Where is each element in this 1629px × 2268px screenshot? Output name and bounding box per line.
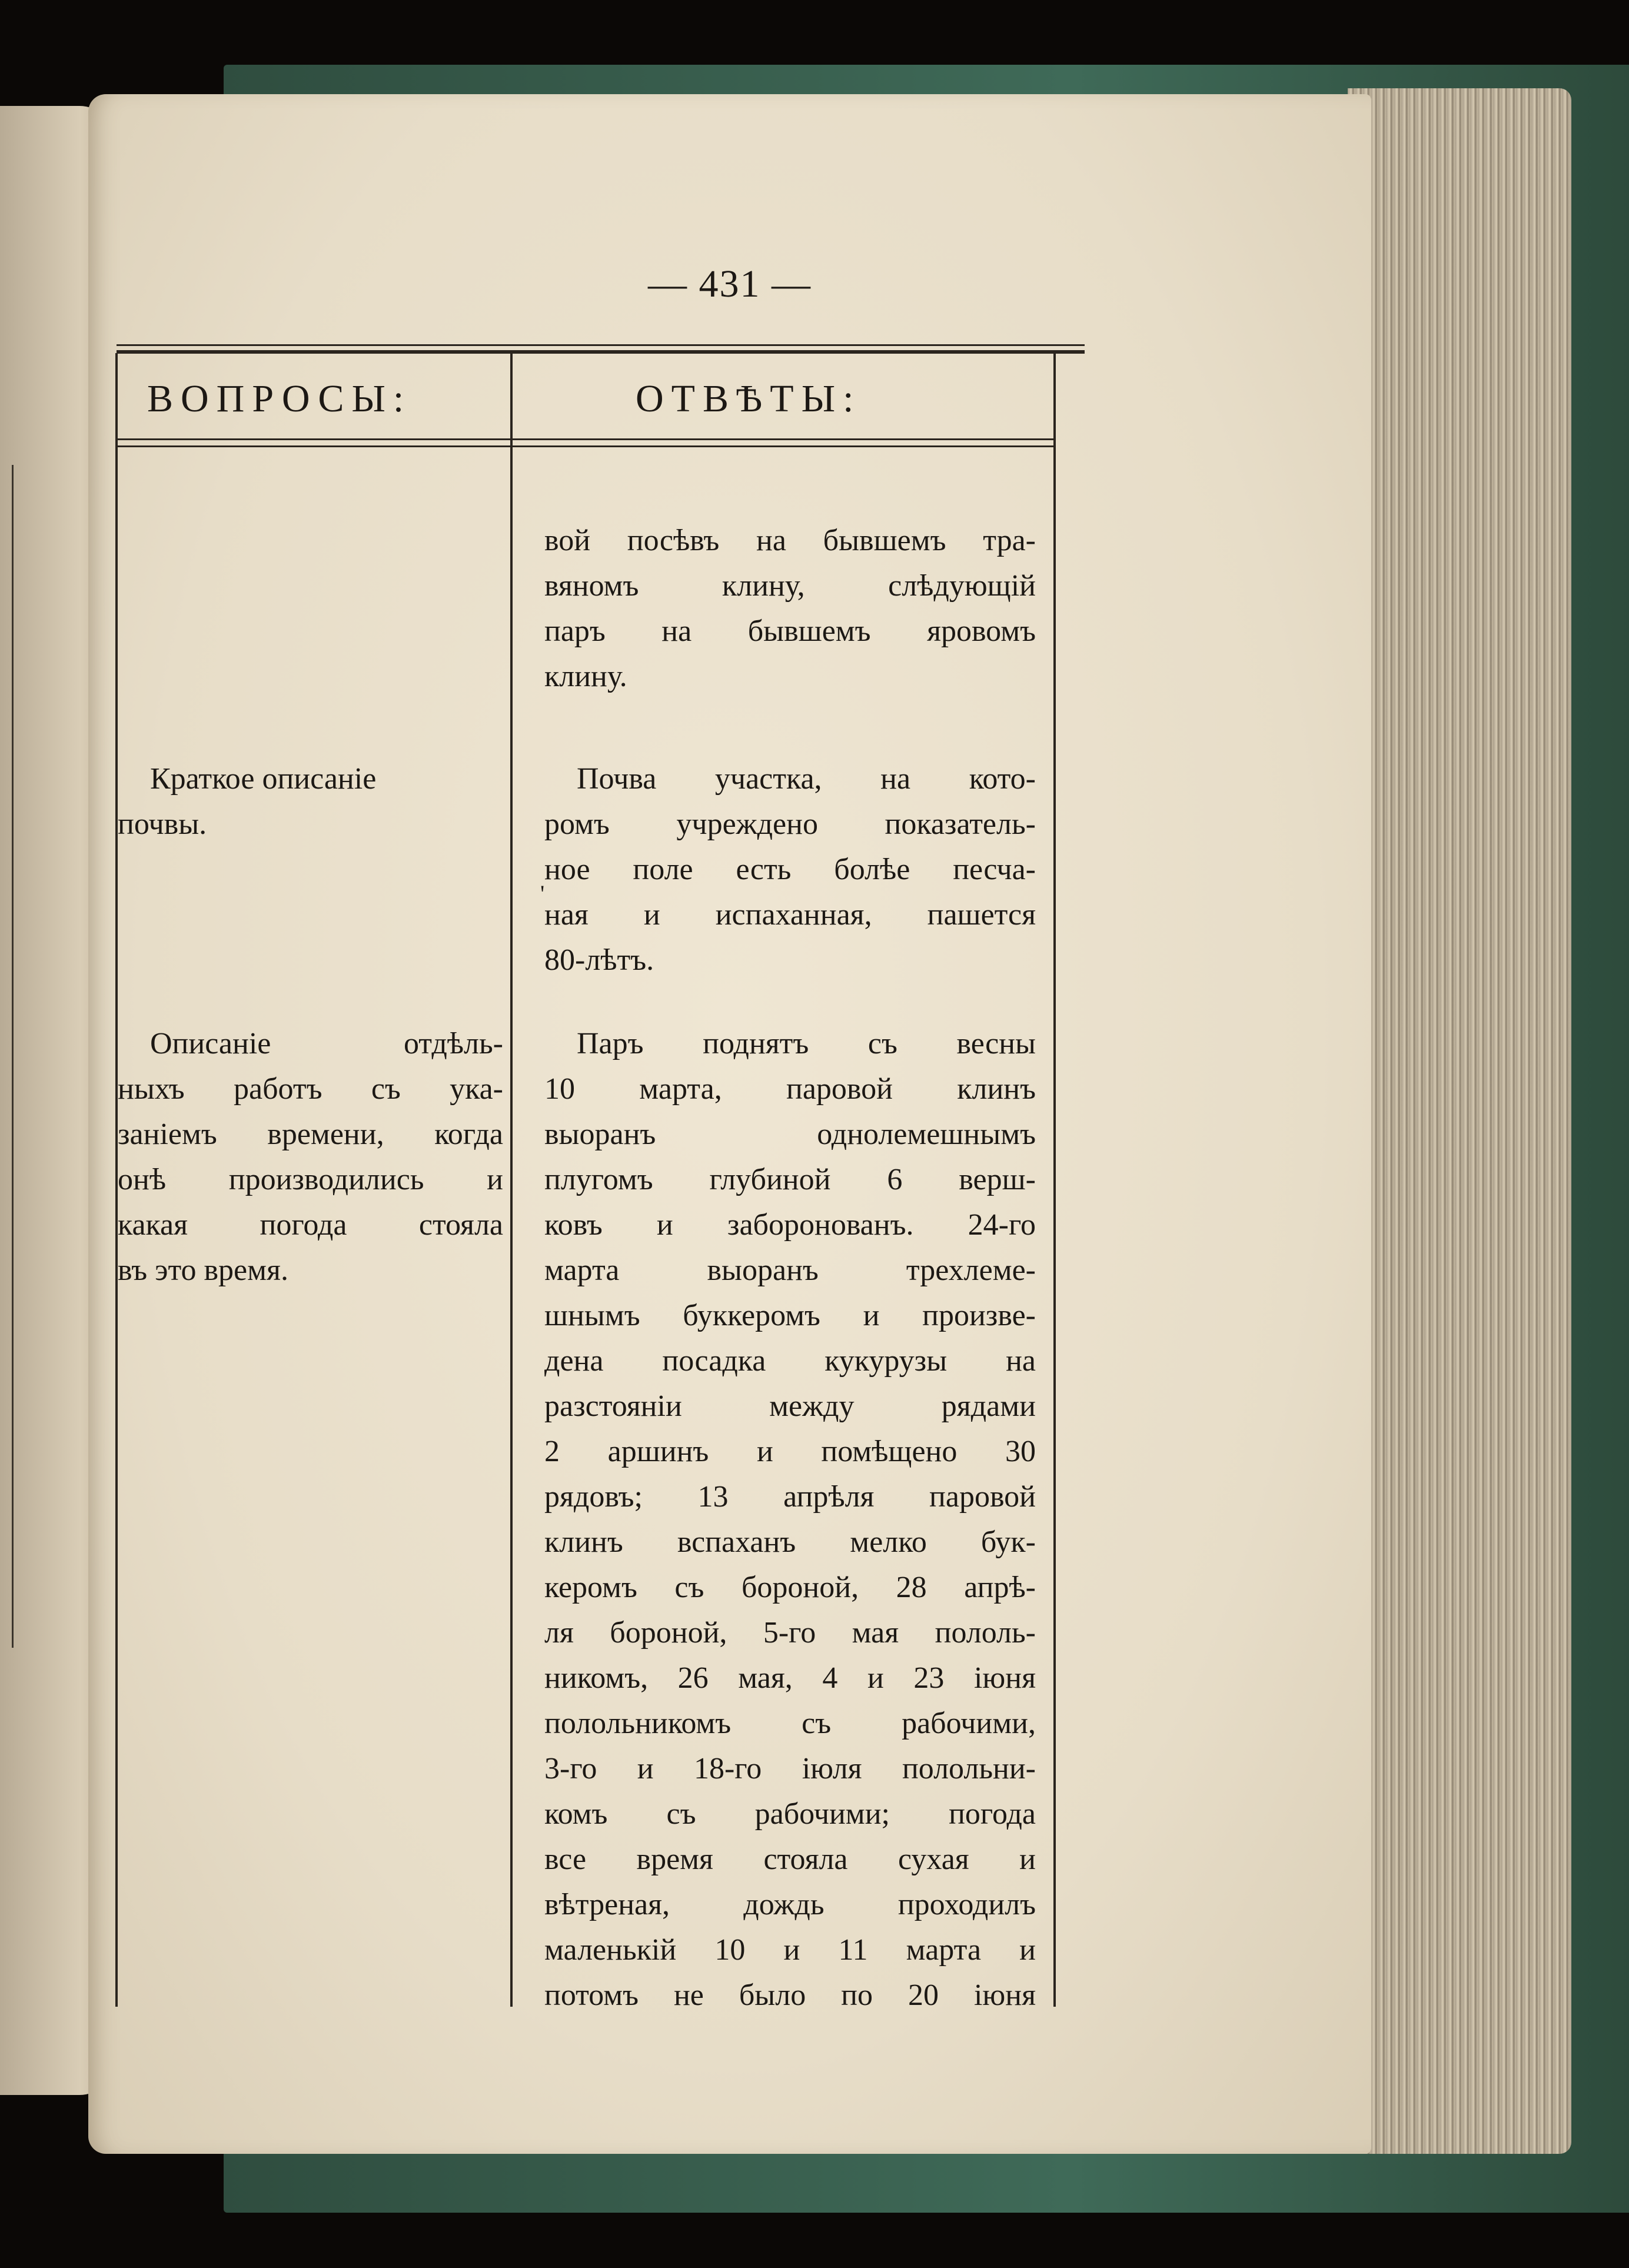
text-line: клинъ вспаханъ мелко бук-	[544, 1525, 1036, 1559]
text-line: Паръ поднятъ съ весны	[577, 1027, 1036, 1060]
text-line: ковъ и заборонованъ. 24-го	[544, 1208, 1036, 1242]
answer-soil	[544, 756, 1036, 983]
text-line: клину.	[544, 660, 627, 693]
text-line: ныхъ работъ съ ука-	[118, 1072, 503, 1106]
table-top-rule-thick	[117, 350, 1085, 354]
header-rule	[117, 438, 1055, 440]
text-line: керомъ съ бороной, 28 апрѣ-	[544, 1571, 1036, 1604]
facing-page-table-line	[0, 465, 14, 1648]
text-line: ное поле есть болѣе песча-	[544, 853, 1036, 886]
text-line: вѣтреная, дождь проходилъ	[544, 1888, 1036, 1921]
text-line: въ это время.	[118, 1253, 288, 1287]
text-line: полольникомъ съ рабочими,	[544, 1707, 1036, 1740]
text-line: вяномъ клину, слѣдующiй	[544, 569, 1036, 603]
text-line: ля бороной, 5-го мая пололь-	[544, 1616, 1036, 1650]
text-line: дена посадка кукурузы на	[544, 1344, 1036, 1378]
text-line: какая погода стояла	[118, 1208, 503, 1242]
answer-works	[544, 1021, 1036, 2018]
table-top-rule	[117, 344, 1085, 346]
text-line: занiемъ времени, когда	[118, 1118, 503, 1151]
header-rule-double	[117, 445, 1055, 447]
page-number: — 431 —	[648, 262, 812, 305]
text-line: разстоянiи между рядами	[544, 1389, 1036, 1423]
text-line: все время стояла сухая и	[544, 1843, 1036, 1876]
text-line: 2 аршинъ и помѣщено 30	[544, 1435, 1036, 1468]
text-line: 10 марта, паровой клинъ	[544, 1072, 1036, 1106]
text-line: почвы.	[118, 807, 207, 841]
table-right-border	[1053, 353, 1056, 2007]
answers-header: ОТВѢТЫ:	[636, 377, 862, 420]
text-line: плугомъ глубиной 6 верш-	[544, 1163, 1036, 1196]
text-line: Описанiе отдѣль-	[150, 1027, 503, 1060]
table-column-divider	[510, 353, 513, 2007]
text-line: шнымъ буккеромъ и произве-	[544, 1299, 1036, 1332]
questions-header: ВОПРОСЫ:	[147, 377, 412, 420]
book-page	[88, 94, 1371, 2154]
text-line: 80-лѣтъ.	[544, 943, 654, 977]
question-soil	[118, 756, 503, 847]
text-line: комъ съ рабочими; погода	[544, 1797, 1036, 1831]
text-line: никомъ, 26 мая, 4 и 23 iюня	[544, 1661, 1036, 1695]
ink-speck: '	[540, 880, 545, 907]
text-line: марта выоранъ трехлеме-	[544, 1253, 1036, 1287]
text-line: 3-го и 18-го iюля полольни-	[544, 1752, 1036, 1785]
text-line: ная и испаханная, пашется	[544, 898, 1036, 932]
page-stack-edges	[1348, 88, 1571, 2154]
answer-continuation	[544, 518, 1036, 699]
text-line: рядовъ; 13 апрѣля паровой	[544, 1480, 1036, 1514]
text-line: выоранъ однолемешнымъ	[544, 1118, 1036, 1151]
text-line: Краткое описанiе	[150, 762, 377, 796]
text-line: маленькiй 10 и 11 марта и	[544, 1933, 1036, 1967]
text-line: онѣ производились и	[118, 1163, 503, 1196]
text-line: вой посѣвъ на бывшемъ тра-	[544, 524, 1036, 557]
text-line: потомъ не было по 20 iюня	[544, 1978, 1036, 2012]
question-works	[118, 1021, 503, 1293]
text-line: Почва участка, на кото-	[577, 762, 1036, 796]
text-line: паръ на бывшемъ яровомъ	[544, 614, 1036, 648]
text-line: ромъ учреждено показатель-	[544, 807, 1036, 841]
